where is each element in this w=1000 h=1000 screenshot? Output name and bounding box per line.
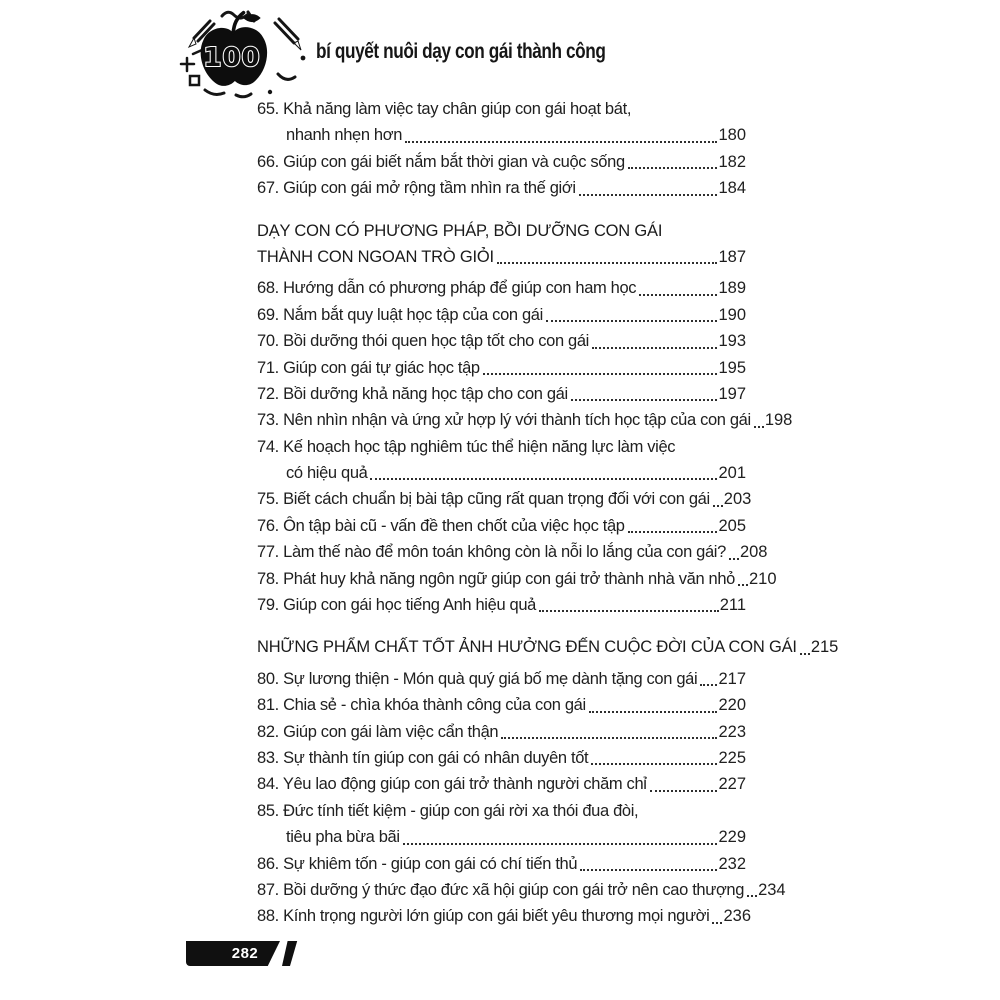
- toc-entry: [257, 434, 746, 460]
- entry-title: 78. Phát huy khả năng ngôn ngữ giúp con gái trở thành nhà văn nhỏ: [257, 569, 735, 588]
- dot-leader: [501, 719, 717, 739]
- page-ref: 184: [718, 179, 746, 198]
- dot-leader: [589, 692, 718, 712]
- toc-entry: [257, 275, 746, 301]
- dot-leader: [370, 460, 717, 480]
- dot-leader: [712, 903, 722, 923]
- toc-entry: [257, 566, 777, 592]
- logo-number: 100: [203, 43, 261, 73]
- dot-leader: [729, 539, 739, 559]
- toc-entry: [257, 486, 752, 512]
- entry-title: 86. Sự khiêm tốn - giúp con gái có chí tiến thủ: [257, 854, 578, 873]
- dot-leader: [580, 851, 717, 871]
- page-ref: 217: [718, 669, 746, 688]
- apple-100-logo-icon: [178, 6, 312, 100]
- toc-entry: [257, 877, 786, 903]
- toc-entry: [257, 122, 746, 148]
- page-ref: 220: [718, 696, 746, 715]
- toc-entry: [257, 355, 746, 381]
- entry-title: nhanh nhẹn hơn: [286, 126, 403, 145]
- page-ref: 203: [723, 490, 752, 509]
- dot-leader: [546, 302, 718, 322]
- entry-title: 65. Khả năng làm việc tay chân giúp con gái hoạt bát,: [257, 100, 632, 118]
- toc-entry: [257, 96, 746, 122]
- dot-leader: [405, 122, 717, 142]
- page-ref: 190: [718, 305, 746, 324]
- page-ref: 211: [719, 596, 746, 615]
- entry-title: 87. Bồi dưỡng ý thức đạo đức xã hội giúp con gái trở nên cao thượng: [257, 880, 745, 899]
- entry-title: 71. Giúp con gái tự giác học tập: [257, 358, 480, 377]
- toc-section-heading: [257, 218, 746, 244]
- footer-page-banner: [186, 941, 298, 966]
- toc-section-heading: [257, 244, 746, 270]
- toc-entry: [257, 798, 746, 824]
- dot-leader: [571, 381, 718, 401]
- dot-leader: [628, 149, 718, 169]
- dot-leader: [738, 566, 748, 586]
- dot-leader: [497, 244, 718, 264]
- dot-leader: [591, 745, 717, 765]
- page-ref: 225: [718, 748, 746, 767]
- dot-leader: [403, 824, 718, 844]
- toc-entry: [257, 513, 746, 539]
- entry-title: 84. Yêu lao động giúp con gái trở thành người chăm chỉ: [257, 775, 647, 794]
- toc-entry: [257, 666, 746, 692]
- entry-title: 85. Đức tính tiết kiệm - giúp con gái rời xa thói đua đòi,: [257, 801, 639, 820]
- dot-leader: [747, 877, 757, 897]
- entry-title: 66. Giúp con gái biết nắm bắt thời gian và cuộc sống: [257, 152, 625, 171]
- toc-entry: [257, 381, 746, 407]
- dot-leader: [628, 513, 718, 533]
- toc-entry: [257, 149, 746, 175]
- page-ref: 232: [718, 854, 746, 873]
- dot-leader: [800, 634, 810, 654]
- page-ref: 208: [739, 543, 768, 562]
- page-ref: 182: [718, 152, 746, 171]
- dot-leader: [639, 275, 717, 295]
- page-ref: 229: [718, 828, 746, 847]
- toc-entry: [257, 407, 793, 433]
- toc-entry: [257, 592, 746, 618]
- book-title: bí quyết nuôi dạy con gái thành công: [316, 40, 606, 63]
- entry-title: 83. Sự thành tín giúp con gái có nhân duyên tốt: [257, 748, 589, 767]
- entry-title: 74. Kế hoạch học tập nghiêm túc thể hiện năng lực làm việc: [257, 437, 676, 456]
- entry-title: 79. Giúp con gái học tiếng Anh hiệu quả: [257, 596, 536, 615]
- banner-slash-sliver: [282, 941, 298, 966]
- entry-title: 75. Biết cách chuẩn bị bài tập cũng rất quan trọng đối với con gái: [257, 490, 710, 509]
- page-ref: 236: [723, 907, 752, 926]
- entry-title: 76. Ôn tập bài cũ - vấn đề then chốt của việc học tập: [257, 516, 625, 535]
- page-ref: 210: [749, 569, 777, 588]
- section-title: THÀNH CON NGOAN TRÒ GIỎI: [257, 247, 494, 266]
- entry-title: 68. Hướng dẫn có phương pháp để giúp con ham học: [257, 279, 637, 298]
- toc-entry: [257, 692, 746, 718]
- toc-entry: [257, 719, 746, 745]
- entry-title: tiêu pha bừa bãi: [286, 828, 400, 847]
- page-ref: 215: [810, 638, 839, 657]
- toc-section-heading: [257, 634, 839, 660]
- toc-entry: [257, 539, 768, 565]
- toc-entry: [257, 175, 746, 201]
- dot-leader: [650, 771, 718, 791]
- entry-title: 72. Bồi dưỡng khả năng học tập cho con gái: [257, 384, 568, 403]
- page-ref: 198: [764, 411, 793, 430]
- section-title: DẠY CON CÓ PHƯƠNG PHÁP, BỒI DƯỠNG CON GÁI: [257, 221, 663, 240]
- entry-title: 70. Bồi dưỡng thói quen học tập tốt cho con gái: [257, 332, 589, 351]
- toc-entry: [257, 745, 746, 771]
- page-ref: 197: [718, 384, 746, 403]
- footer-page-number: 282: [231, 945, 259, 962]
- dot-leader: [539, 592, 719, 612]
- dot-leader: [713, 486, 723, 506]
- page-ref: 227: [718, 775, 746, 794]
- entry-title: 80. Sự lương thiện - Món quà quý giá bố mẹ dành tặng con gái: [257, 669, 698, 688]
- toc-entry: [257, 771, 746, 797]
- page-header: [0, 0, 1000, 100]
- dot-leader: [592, 328, 717, 348]
- entry-title: 77. Làm thế nào để môn toán không còn là nỗi lo lắng của con gái?: [257, 543, 726, 562]
- dot-leader: [483, 355, 718, 375]
- page-ref: 189: [718, 279, 746, 298]
- entry-title: 82. Giúp con gái làm việc cẩn thận: [257, 722, 499, 741]
- dot-leader: [579, 175, 718, 195]
- toc-entry: [257, 824, 746, 850]
- page-ref: 193: [718, 332, 746, 351]
- page-ref: 201: [718, 464, 746, 483]
- page-ref: 205: [718, 516, 746, 535]
- page-ref: 223: [718, 722, 746, 741]
- dot-leader: [754, 407, 764, 427]
- page-ref: 195: [718, 358, 746, 377]
- entry-title: 88. Kính trọng người lớn giúp con gái biết yêu thương mọi người: [257, 907, 710, 926]
- page-ref: 180: [718, 126, 746, 145]
- toc-entry: [257, 460, 746, 486]
- entry-title: 67. Giúp con gái mở rộng tầm nhìn ra thế giới: [257, 179, 576, 198]
- table-of-contents: [257, 96, 839, 930]
- entry-title: 73. Nên nhìn nhận và ứng xử hợp lý với thành tích học tập của con gái: [257, 411, 751, 430]
- entry-title: 81. Chia sẻ - chìa khóa thành công của con gái: [257, 696, 586, 715]
- toc-entry: [257, 328, 746, 354]
- page-ref: 234: [758, 880, 786, 899]
- dot-leader: [700, 666, 717, 686]
- section-title: NHỮNG PHẨM CHẤT TỐT ẢNH HƯỞNG ĐẾN CUỘC ĐỜI CỦA CON GÁI: [257, 638, 797, 657]
- toc-entry: [257, 302, 746, 328]
- entry-title: có hiệu quả: [286, 464, 368, 483]
- page-ref: 187: [718, 247, 746, 266]
- toc-entry: [257, 851, 746, 877]
- toc-entry: [257, 903, 752, 929]
- entry-title: 69. Nắm bắt quy luật học tập của con gái: [257, 305, 543, 324]
